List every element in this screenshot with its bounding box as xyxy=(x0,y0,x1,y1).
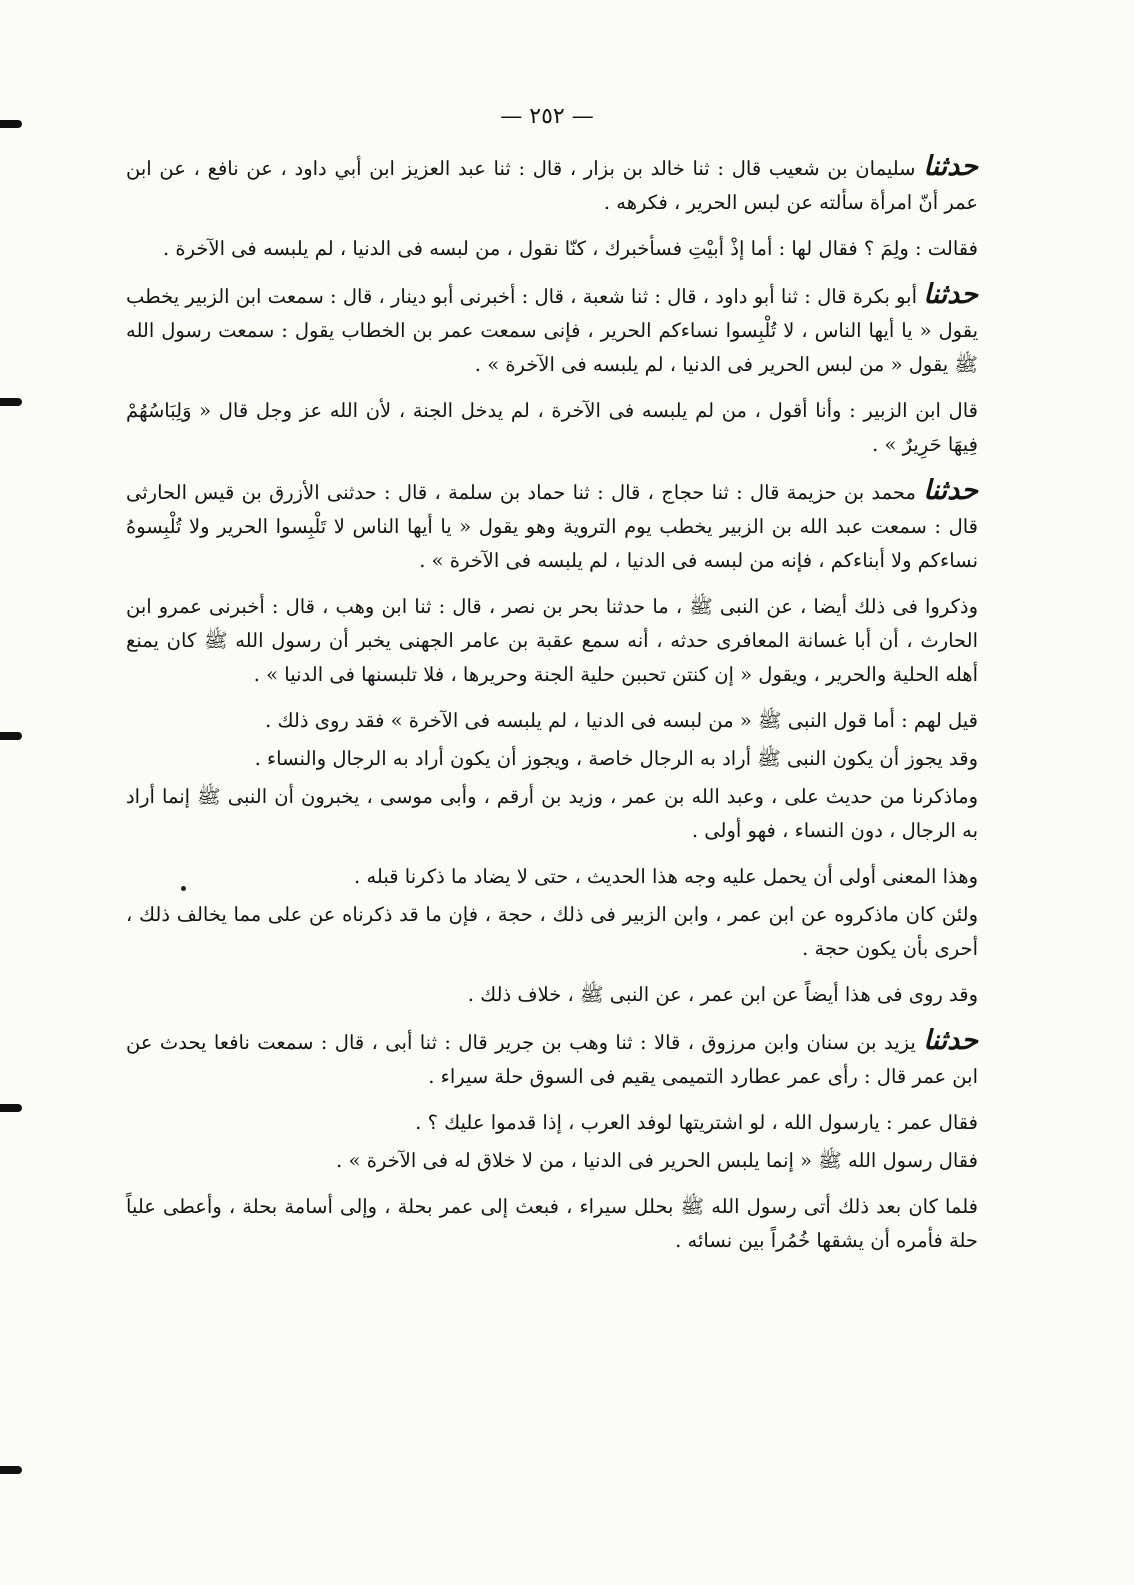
page-number: — ٢٥٢ — xyxy=(500,104,594,129)
ink-dot xyxy=(181,886,186,891)
paragraph xyxy=(126,1106,978,1140)
paragraph xyxy=(126,898,978,966)
paragraph xyxy=(126,780,978,848)
binding-mark xyxy=(0,1466,22,1474)
paragraph-text: ولئن كان ماذكروه عن ابن عمر ، وابن الزبير فى ذلك ، حجة ، فإن ما قد ذكرناه عن على مما يخالف ذلك ، أحرى بأن يكون حجة . xyxy=(126,903,978,960)
paragraph xyxy=(126,590,978,692)
paragraph-text: قيل لهم : أما قول النبى ﷺ « من لبسه فى الدنيا ، لم يلبسه فى الآخرة » فقد روى ذلك . xyxy=(265,709,978,732)
paragraph-text: سليمان بن شعيب قال : ثنا خالد بن بزار ، قال : ثنا عبد العزيز ابن أبي داود ، عن نافع ، عن ابن عمر أنّ امرأة سألته عن لبس الحرير ، فكرهه . xyxy=(126,157,978,214)
paragraph-lead: حدثنا xyxy=(923,1025,978,1056)
paragraph xyxy=(126,150,978,220)
paragraph-text: فقال عمر : يارسول الله ، لو اشتريتها لوفد العرب ، إذا قدموا عليك ؟ . xyxy=(415,1111,978,1134)
paragraph-text: أبو بكرة قال : ثنا أبو داود ، قال : ثنا شعبة ، قال : أخبرنى أبو دينار ، قال : سمعت ابن الزبير يخطب يقول « يا أيها الناس ، لا تُلْبِسوا نساءكم الحرير ، فإنى سمعت عمر بن الخطاب يقول : سمعت رسول الله ﷺ يقول « من لبس الحرير فى الدنيا ، لم يلبسه فى الآخرة » . xyxy=(126,285,978,376)
paragraph-text: وذكروا فى ذلك أيضا ، عن النبى ﷺ ، ما حدثنا بحر بن نصر ، قال : ثنا ابن وهب ، قال : أخبرنى عمرو ابن الحارث ، أن أبا غسانة المعافرى حدثه ، أنه سمع عقبة بن عامر الجهنى يخبر أن رسول الله ﷺ كان يمنع أهله الحلية والحرير ، ويقول « إن كنتن تحببن حلية الجنة وحريرها ، فلا تلبسنها فى الدنيا » . xyxy=(126,595,978,686)
paragraph xyxy=(126,704,978,738)
paragraph xyxy=(126,1024,978,1094)
paragraph-text: وماذكرنا من حديث على ، وعبد الله بن عمر ، وزيد بن أرقم ، وأبى موسى ، يخبرون أن النبى ﷺ إنما أراد به الرجال ، دون النساء ، فهو أولى . xyxy=(126,785,978,842)
paragraph-text: فقالت : ولِمَ ؟ فقال لها : أما إذْ أبيْتِ فسأخبرك ، كنّا نقول ، من لبسه فى الدنيا ، لم يلبسه فى الآخرة . xyxy=(163,237,978,260)
paragraph-lead: حدثنا xyxy=(923,151,978,182)
paragraph xyxy=(126,742,978,776)
binding-mark xyxy=(0,398,22,406)
paragraph-lead: حدثنا xyxy=(923,475,978,506)
paragraph xyxy=(126,1190,978,1258)
paragraph xyxy=(126,232,978,266)
paragraph-text: يزيد بن سنان وابن مرزوق ، قالا : ثنا وهب بن جرير قال : ثنا أبى ، قال : سمعت نافعا يحدث عن ابن عمر قال : رأى عمر عطارد التميمى يقيم فى السوق حلة سيراء . xyxy=(126,1031,978,1088)
binding-mark xyxy=(0,120,22,128)
paragraph-text: قال ابن الزبير : وأنا أقول ، من لم يلبسه فى الآخرة ، لم يدخل الجنة ، لأن الله عز وجل قال « وَلِبَاسُهُمْ فِيهَا حَرِيرٌ » . xyxy=(126,399,978,456)
binding-mark xyxy=(0,732,22,740)
paragraph-text: فقال رسول الله ﷺ « إنما يلبس الحرير فى الدنيا ، من لا خلاق له فى الآخرة » . xyxy=(336,1149,978,1172)
paragraph-text: محمد بن حزيمة قال : ثنا حجاج ، قال : ثنا حماد بن سلمة ، قال : حدثنى الأزرق بن قيس الحارثى قال : سمعت عبد الله بن الزبير يخطب يوم التروية وهو يقول « يا أيها الناس لا تَلْبِسوا الحرير ولا تُلْبِسوهُ نساءكم ولا أبناءكم ، فإنه من لبسه فى الدنيا ، لم يلبسه فى الآخرة » . xyxy=(126,481,978,572)
paragraph-text: وقد يجوز أن يكون النبى ﷺ أراد به الرجال خاصة ، ويجوز أن يكون أراد به الرجال والنساء . xyxy=(254,747,978,770)
binding-mark xyxy=(0,1104,22,1112)
text-body xyxy=(126,150,978,1270)
paragraph xyxy=(126,278,978,382)
paragraph xyxy=(126,978,978,1012)
paragraph-lead: حدثنا xyxy=(923,279,978,310)
paragraph xyxy=(126,1144,978,1178)
paragraph xyxy=(126,394,978,462)
paragraph-text: وقد روى فى هذا أيضاً عن ابن عمر ، عن النبى ﷺ ، خلاف ذلك . xyxy=(467,983,978,1006)
paragraph xyxy=(126,860,978,894)
paragraph-text: فلما كان بعد ذلك أتى رسول الله ﷺ بحلل سيراء ، فبعث إلى عمر بحلة ، وإلى أسامة بحلة ، وأعطى علياً حلة فأمره أن يشقها خُمُراً بين نسائه . xyxy=(126,1195,978,1252)
paragraph-text: وهذا المعنى أولى أن يحمل عليه وجه هذا الحديث ، حتى لا يضاد ما ذكرنا قبله . xyxy=(354,865,978,888)
paragraph xyxy=(126,474,978,578)
